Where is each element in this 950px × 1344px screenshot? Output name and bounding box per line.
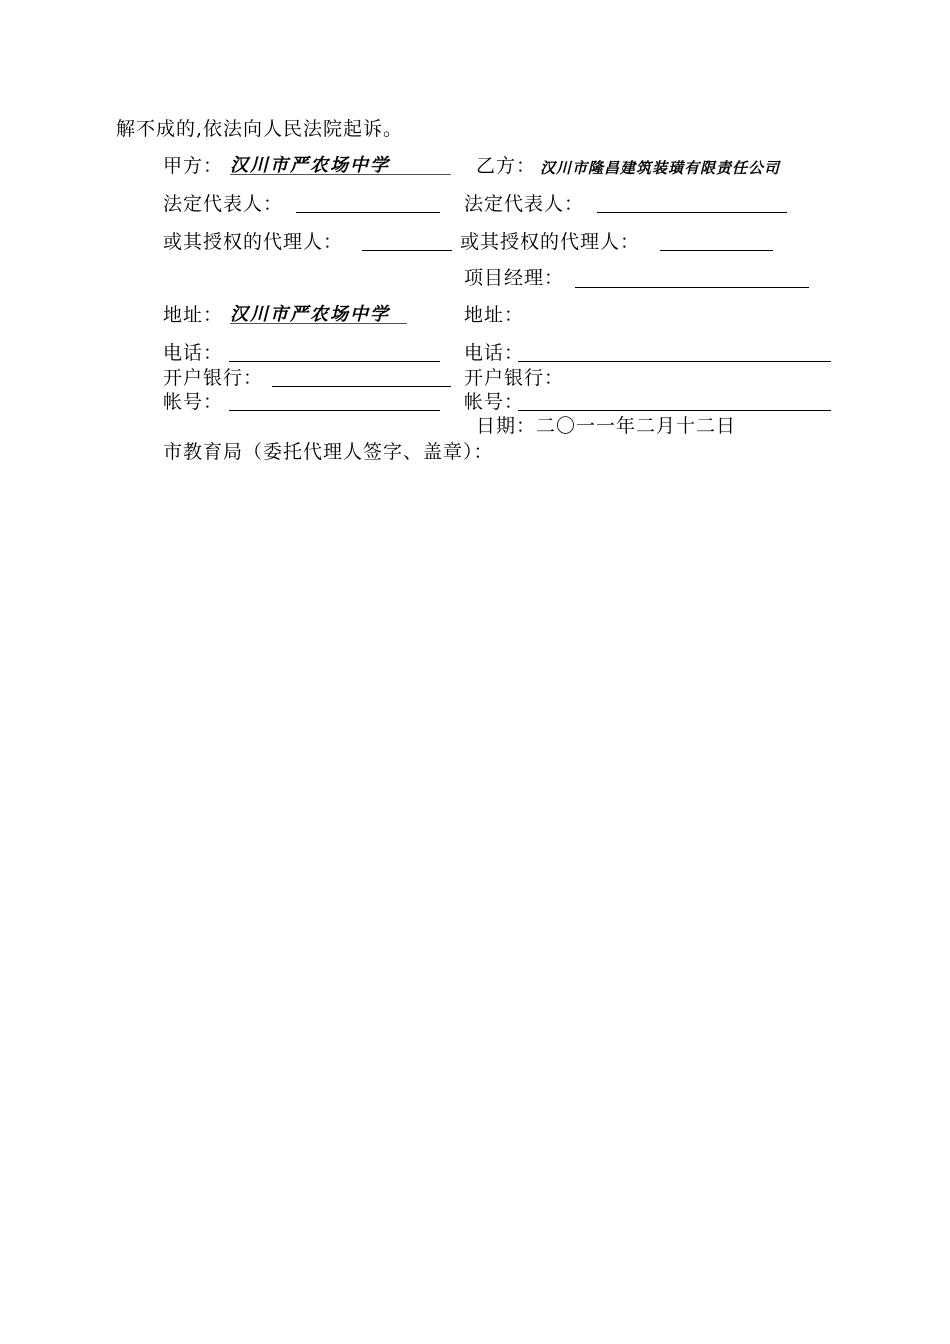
party-a-phone-field[interactable]: [229, 361, 440, 362]
party-a-label: 甲方：: [163, 155, 224, 177]
party-a-address-signature: 汉川市严农场中学: [230, 304, 390, 325]
party-a-rep-label: 法定代表人：: [163, 193, 284, 215]
party-b-phone-field[interactable]: [518, 361, 831, 362]
party-b-signature: 汉川市隆昌建筑装璜有限责任公司: [540, 159, 781, 177]
party-a-name-underline: [230, 174, 451, 175]
party-b-account-field[interactable]: [518, 410, 831, 411]
party-a-signature: 汉川市严农场中学: [230, 155, 390, 176]
party-a-bank-label: 开户银行：: [163, 367, 264, 389]
party-a-agent-field[interactable]: [362, 250, 452, 251]
party-b-bank-label: 开户银行：: [464, 367, 565, 389]
party-b-account-label: 帐号：: [464, 391, 525, 413]
contract-date: 日期：二〇一一年二月十二日: [476, 415, 737, 437]
party-b-label: 乙方：: [476, 155, 537, 177]
party-a-agent-label: 或其授权的代理人：: [163, 231, 344, 253]
party-a-address-label: 地址：: [163, 304, 224, 326]
party-a-account-label: 帐号：: [163, 391, 224, 413]
intro-text: 解不成的,依法向人民法院起诉。: [116, 118, 404, 140]
bureau-signature-label: 市教育局（委托代理人签字、盖章）：: [163, 441, 494, 463]
party-b-address-label: 地址：: [464, 304, 525, 326]
party-b-agent-field[interactable]: [660, 250, 773, 251]
party-b-pm-field[interactable]: [575, 287, 809, 288]
party-a-bank-field[interactable]: [272, 386, 451, 387]
party-a-account-field[interactable]: [229, 410, 440, 411]
party-b-agent-label: 或其授权的代理人：: [460, 231, 641, 253]
party-a-rep-field[interactable]: [296, 212, 440, 213]
party-a-address-underline: [230, 323, 407, 324]
party-a-phone-label: 电话：: [163, 342, 224, 364]
party-b-rep-field[interactable]: [597, 212, 787, 213]
party-b-phone-label: 电话：: [464, 342, 525, 364]
party-b-rep-label: 法定代表人：: [464, 193, 585, 215]
party-b-pm-label: 项目经理：: [464, 267, 565, 289]
